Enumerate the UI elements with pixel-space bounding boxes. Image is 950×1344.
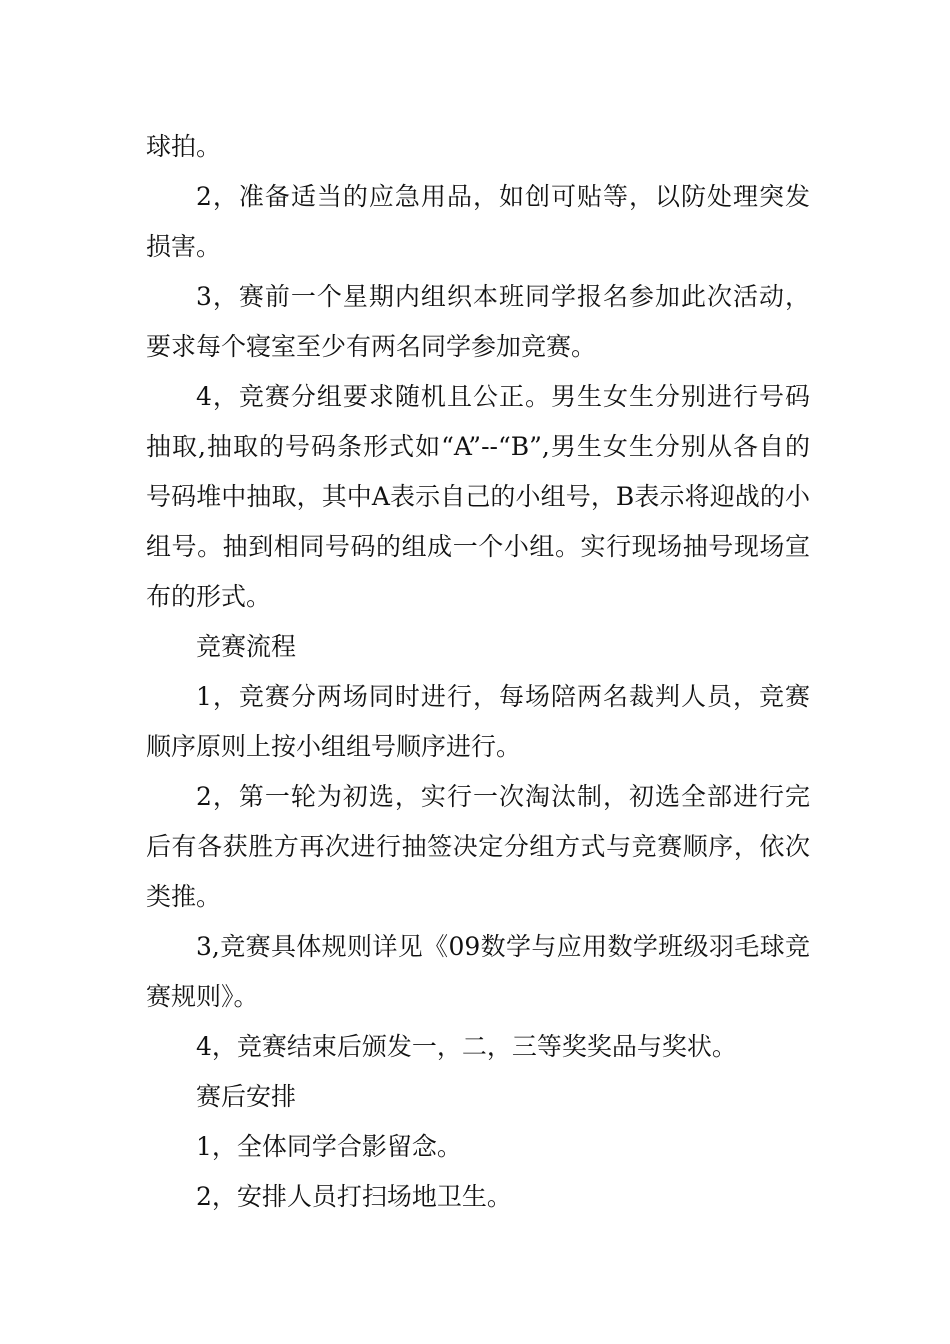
section-heading-post-event: 赛后安排	[196, 1082, 297, 1111]
paragraph-process-item-4: 4，竞赛结束后颁发一，二，三等奖奖品与奖状。	[196, 1032, 737, 1061]
paragraph-prep-item-3: 3，赛前一个星期内组织本班同学报名参加此次活动，要求每个寝室至少有两名同学参加竞赛。	[146, 282, 810, 361]
paragraph-process-item-1: 1，竞赛分两场同时进行，每场陪两名裁判人员，竞赛顺序原则上按小组组号顺序进行。	[146, 682, 810, 761]
document-body	[146, 122, 810, 1222]
paragraph-process-item-3: 3,竞赛具体规则详见《09数学与应用数学班级羽毛球竞赛规则》。	[146, 932, 810, 1011]
paragraph-prep-item-2: 2，准备适当的应急用品，如创可贴等，以防处理突发损害。	[146, 182, 810, 261]
paragraph-post-item-1: 1，全体同学合影留念。	[196, 1132, 462, 1161]
paragraph-post-item-2: 2，安排人员打扫场地卫生。	[196, 1182, 512, 1211]
paragraph-prep-item-4: 4，竞赛分组要求随机且公正。男生女生分别进行号码抽取,抽取的号码条形式如“A”--“B”,男生女生分别从各自的号码堆中抽取，其中A表示自己的小组号，B表示将迎战的小组号。抽到相同号码的组成一个小组。实行现场抽号现场宣布的形式。	[146, 382, 810, 611]
paragraph-continuation: 球拍。	[146, 132, 222, 161]
section-heading-competition-process: 竞赛流程	[196, 632, 297, 661]
paragraph-process-item-2: 2，第一轮为初选，实行一次淘汰制，初选全部进行完后有各获胜方再次进行抽签决定分组方式与竞赛顺序，依次类推。	[146, 782, 810, 911]
